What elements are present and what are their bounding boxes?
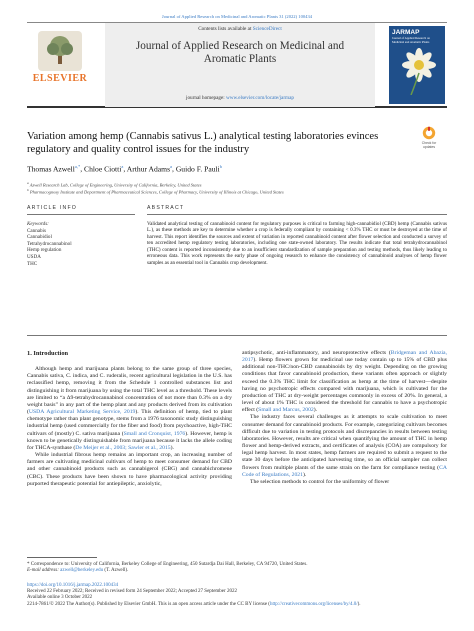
keyword: Tetrahydrocannabinol	[27, 240, 72, 247]
journal-homepage-link[interactable]: www.elsevier.com/locate/jarmap	[226, 95, 294, 101]
affiliation-a	[27, 181, 447, 188]
keyword: USDA	[27, 253, 41, 260]
paragraph-text: ).	[302, 471, 307, 478]
author-list: Thomas Azwell$^{a,*}$, Chloe Ciotti$^a$, Arthur Adams$^a$, Guido F. Pauli$^b$	[27, 164, 222, 174]
available-online: Available online 3 October 2022	[27, 595, 93, 601]
journal-title: Journal of Applied Research on Medicinal and Aromatic Plants	[135, 40, 345, 65]
paragraph-text: ).	[170, 444, 174, 451]
contents-line	[105, 26, 375, 32]
cover-title: JARMAP	[392, 29, 420, 36]
left-column	[27, 350, 232, 488]
keyword: Hemp regulation	[27, 247, 62, 254]
homepage-prefix: journal homepage:	[186, 95, 227, 101]
keywords-label: Keywords:	[27, 221, 49, 227]
citation-link[interactable]: CA Code of Regulations, 2021	[242, 464, 447, 478]
abstract-text: Validated analytical testing of cannabinoid content for regulatory purposes is critical to farming high-cannabidiol (CBD) hemp (Cannabis sativus L.), as these methods are key to determine whether a crop is federally compliant by containing < 0.3% THC or must be destroyed at the time of harvest. This report identifies the sources and extent of variation in reported cannabinoid content after flower selection and conducted a survey of ten accredited hemp regulatory testing laboratories, including one state-owned laboratory. The results indicate that total tetrahydrocannabinol (THC) content is reported inconsistently due to an insufficient standardization of sample preparation and testing methods, thus likely leading to erroneous data. This work represents the early phase of ongoing research to enhance the consistency of cannabinoid analyses of hemp flower samples as an essential tool in Cannabis crop development.	[147, 221, 447, 266]
paragraph-text: ). Hemp flowers grown for medicinal use today contain up to 15% of CBD plus additional non-THC/non-CBD cannabinoids by dry weight. Depending on the growing conditions that favor cannabinoid production, these variants often approach or slightly exceed the 0.3% THC limit for classification as hemp at the time of harvest—despite having no psychotropic effects compared with marijuana, which is cultivated for the production of THC at dry-weight percentages commonly in excess of 20%. In general, a level of about 1% THC is considered the threshold for cannabis to have a psychotropic effect (	[242, 357, 447, 414]
homepage-line	[105, 95, 375, 101]
citation-link[interactable]: USDA Agricultural Marketing Service, 2019	[28, 409, 136, 416]
footnote-divider	[27, 557, 97, 558]
abstract-label: ABSTRACT	[147, 205, 185, 211]
author-name[interactable]: Chloe Ciotti	[84, 164, 122, 174]
abstract-divider	[147, 214, 447, 215]
paragraph	[27, 366, 232, 452]
journal-masthead	[27, 22, 447, 108]
author-name[interactable]: Arthur Adams	[126, 164, 171, 174]
check-for-updates-button[interactable]	[416, 126, 442, 149]
author-affil-sup[interactable]: b	[219, 164, 222, 169]
article-info-label: ARTICLE INFO	[27, 205, 78, 211]
email-line	[27, 568, 447, 574]
paragraph: The selection methods to control for the uniformity of flower	[250, 478, 390, 485]
email-label: E-mail address:	[27, 568, 61, 574]
license-line	[27, 602, 447, 608]
correspondence-text: * Correspondence to: University of California, Berkeley College of Engineering, 450 Sutardja Dai Hall, Berkeley, CA 94720, United States.	[27, 562, 308, 567]
citation-link[interactable]: Small and Marcus, 2002	[258, 407, 314, 414]
paragraph	[242, 414, 447, 478]
citation-link[interactable]: De Meijer et al., 2003; Sawler et al., 2015	[75, 444, 171, 451]
contents-prefix: Contents lists available at	[198, 26, 253, 32]
paragraph-text: Although hemp and marijuana plants belong to the same group of three species, Cannabis sativa, C. indica, and C. ruderalis, recent agricultural legislation in the U.S. has reclassified hemp, removing it from the Schedule 1 controlled substances list and distinguishing it from marijuana by using the total THC level as a threshold. These levels are limited to “a Δ9-tetrahydrocannabinol concentration of not more than 0.3% on a dry weight basis” in any part of the hemp plant and any products derived from its cultivation (	[27, 366, 232, 416]
check-updates-label: Check for updates	[421, 141, 437, 149]
received-dates: Received 22 February 2022; Received in revised form 24 September 2022; Accepted 27 September 2022	[27, 589, 237, 595]
author-name[interactable]: Guido F. Pauli	[175, 164, 220, 174]
right-column	[242, 350, 447, 486]
author-affil-sup[interactable]: a	[170, 164, 173, 169]
article-title: Variation among hemp (Cannabis sativus L.) analytical testing laboratories evinces regulatory and quality control issues for the industry	[27, 131, 379, 156]
paragraph-text: ). However, hemp is known to be genetically distinguishable from marijuana because it lacks the allele coding for THCA-synthase (	[27, 430, 232, 451]
license-text: 2214-7861/© 2022 The Author(s). Published by Elsevier GmbH. This is an open access article under the CC BY license (	[27, 601, 270, 607]
journal-citation: Journal of Applied Research on Medicinal and Aromatic Plants 31 (2022) 100434	[161, 14, 313, 19]
affiliation-b	[27, 188, 447, 195]
elsevier-logo[interactable]	[29, 31, 91, 84]
check-updates-icon	[422, 126, 436, 140]
author-name[interactable]: Thomas Azwell	[27, 164, 75, 174]
citation-link[interactable]: Small and Cronquist, 1976	[123, 430, 186, 437]
publisher-name: ELSEVIER	[32, 73, 88, 84]
cover-flower-icon	[389, 45, 445, 95]
keyword: THC	[27, 260, 38, 267]
author-affil-sup[interactable]: a	[121, 164, 124, 169]
section-heading: 1. Introduction	[27, 350, 69, 357]
affiliation-sup: a	[27, 181, 29, 185]
journal-cover-image[interactable]	[389, 26, 445, 104]
paragraph-text: ). This definition of hemp, tied to plant chemotype rather than plant genotype, stems from a 1976 taxonomic study distinguishing industrial hemp (used commercially for the fiber and food) from psychoactive, high-THC cultivars of (mostly) C. sativa marijuana (	[27, 409, 232, 437]
paragraph-text: The industry faces several challenges as it attempts to scale cultivation to meet consumer demand for cannabinoid products. For example, categorizing cultivars becomes difficult due to variation in testing protocols and discrepancies in results between testing laboratories. However, results are critical when quantifying the amount of THC in hemp flower and hemp-derived extracts, and certificates of analysis (COA) are compulsory for legal hemp harvest. In most states, hemp farmers are required to submit a request to the state 30 days before the anticipated harvesting time, so an official sampler can collect flowers from multiple plants of the same strain on the farm for compliance testing (	[242, 414, 447, 471]
author-email-link[interactable]: azwell@berkeley.edu	[60, 568, 104, 574]
elsevier-tree-icon	[38, 31, 82, 71]
affiliation-sup: b	[27, 188, 29, 192]
email-suffix: (T. Azwell).	[103, 568, 129, 574]
affiliation-text: Azwell Research Lab, College of Engineering, University of California, Berkeley, United States	[29, 182, 202, 188]
correspondence-footnote	[27, 562, 447, 574]
keyword: Cannabis	[27, 227, 46, 234]
paragraph: While industrial fibrous hemp remains an important crop, an increasing number of farmers are cultivating medicinal cultivars of hemp to meet consumer demand for CBD and other cannabinoid products such as cannabigerol (CBG) and cannabichromene (CBC). These products have been shown to have pharmacological activity providing purported therapeutic potential for antiepileptic, anxiolytic,	[27, 452, 232, 487]
paragraph-text: antipsychotic, anti-inflammatory, and neuroprotective effects (	[242, 350, 391, 356]
license-link[interactable]: http://creativecommons.org/licenses/by/4.0/	[269, 601, 358, 607]
license-suffix: ).	[357, 601, 361, 607]
sciencedirect-link[interactable]: ScienceDirect	[252, 26, 282, 32]
paragraph	[242, 350, 447, 414]
citation-link[interactable]: Bridgeman and Abazia, 2017	[242, 350, 447, 364]
abstract-bottom-divider	[27, 335, 447, 336]
doi-link[interactable]: https://doi.org/10.1016/j.jarmap.2022.100434	[27, 583, 119, 588]
publication-info	[27, 583, 447, 608]
author-affil-sup[interactable]: a,*	[74, 164, 81, 169]
keyword: Cannabidiol	[27, 234, 52, 241]
article-info-divider	[27, 214, 135, 215]
affiliation-text: Pharmacognosy Institute and Department of Pharmaceutical Sciences, College of Pharmacy, University of Illinois at Chicago, United States	[29, 189, 284, 195]
cover-subtitle: Journal of Applied Research on Medicinal and Aromatic Plants	[392, 36, 430, 44]
journal-info-box	[105, 23, 375, 107]
keywords-list	[27, 221, 135, 267]
paragraph-text: ).	[313, 407, 318, 414]
